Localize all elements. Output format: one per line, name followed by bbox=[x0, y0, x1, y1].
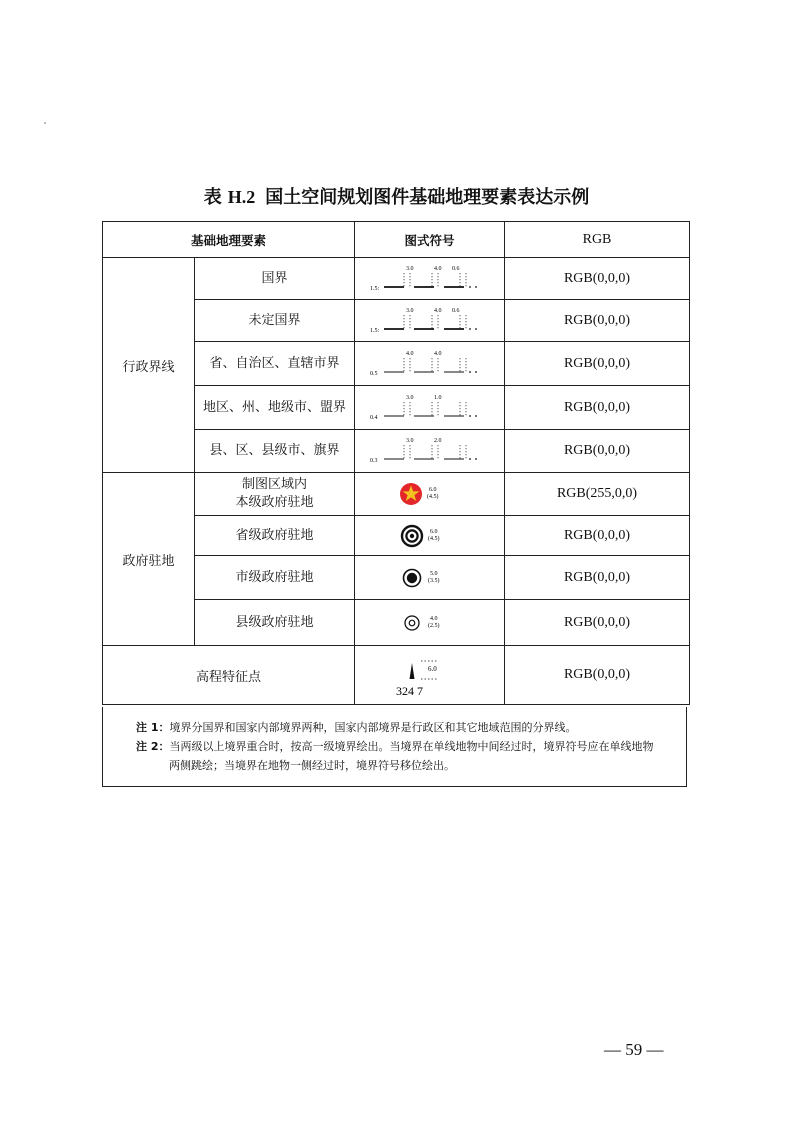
small-symbol bbox=[400, 608, 460, 638]
boundary-dot bbox=[469, 415, 471, 417]
small-ring bbox=[405, 616, 419, 630]
symbol-cell bbox=[355, 646, 505, 705]
note-1-label: 注 1： bbox=[136, 721, 170, 734]
note-2-continued: 两侧跳绘；当境界在地物一侧经过时，境界符号移位绘出。 bbox=[169, 759, 455, 772]
title-text: 国土空间规划图件基础地理要素表达示例 bbox=[265, 187, 590, 208]
spot-height-value: 324 7 bbox=[395, 684, 423, 698]
star-size-label: 6.0 bbox=[428, 487, 437, 493]
element-name: 省级政府驻地 bbox=[195, 516, 355, 556]
group-spot-height: 高程特征点 bbox=[103, 646, 355, 705]
dim-label-1: 4.0 bbox=[405, 350, 414, 357]
dim-label-3: 0.6 bbox=[451, 307, 460, 314]
star-size2-label: (4.5) bbox=[426, 494, 439, 500]
element-name: 国界 bbox=[195, 258, 355, 300]
element-name: 地区、州、地级市、盟界 bbox=[195, 386, 355, 430]
boundary-dot bbox=[469, 371, 471, 373]
dim-label-2: 1.0 bbox=[433, 394, 442, 401]
symbol-cell bbox=[355, 300, 505, 342]
small-size2-label: (2.5) bbox=[427, 622, 440, 629]
dim-label-1: 3.0 bbox=[405, 394, 414, 401]
boundary-dot bbox=[469, 286, 471, 288]
dim-label-2: 2.0 bbox=[433, 438, 442, 444]
group-boundaries: 行政界线 bbox=[103, 258, 195, 473]
table-title bbox=[0, 183, 793, 209]
boundary-symbol bbox=[370, 305, 490, 337]
boundary-dot bbox=[475, 415, 477, 417]
symbol-cell bbox=[355, 473, 505, 516]
boundary-symbol bbox=[370, 348, 490, 380]
dot-size-label: 5.0 bbox=[429, 570, 438, 577]
table-row bbox=[103, 646, 690, 705]
boundary-symbol bbox=[370, 392, 490, 424]
dim-label-2: 4.0 bbox=[433, 307, 442, 314]
dot-symbol bbox=[400, 563, 460, 593]
element-name: 市级政府驻地 bbox=[195, 556, 355, 600]
header-rgb: RGB bbox=[505, 222, 690, 258]
symbol-cell bbox=[355, 342, 505, 386]
dot-size2-label: (3.5) bbox=[427, 577, 440, 584]
boundary-dot bbox=[469, 458, 471, 460]
boundary-symbol bbox=[370, 263, 490, 295]
element-name-line1: 制图区域内 bbox=[242, 477, 308, 492]
star-symbol bbox=[395, 478, 465, 510]
dim-label-1: 3.0 bbox=[405, 438, 414, 444]
element-name bbox=[195, 473, 355, 516]
rgb-value: RGB(0,0,0) bbox=[505, 258, 690, 300]
line-width-label: 0.5 bbox=[369, 370, 378, 377]
rings-size2-label: (4.5) bbox=[427, 535, 440, 542]
note-2-text: 当两级以上境界重合时，按高一级境界绘出。当境界在单线地物中间经过时，境界符号应在单线地物 bbox=[169, 740, 654, 753]
rings-size-label: 6.0 bbox=[429, 528, 438, 535]
rings-symbol bbox=[400, 521, 460, 551]
rgb-value: RGB(0,0,0) bbox=[505, 430, 690, 473]
dot-center bbox=[406, 572, 416, 582]
element-name: 省、自治区、直辖市界 bbox=[195, 342, 355, 386]
dim-label-2: 4.0 bbox=[433, 265, 442, 272]
boundary-dot bbox=[469, 328, 471, 330]
dim-label-1: 3.0 bbox=[405, 265, 414, 272]
line-width-label: 1.5: bbox=[369, 327, 379, 334]
rgb-value: RGB(0,0,0) bbox=[505, 646, 690, 705]
symbol-cell bbox=[355, 556, 505, 600]
note-1-text: 境界分国界和国家内部境界两种，国家内部境界是行政区和其它地域范围的分界线。 bbox=[169, 721, 577, 734]
line-width-label: 0.4 bbox=[369, 414, 378, 421]
rgb-value: RGB(255,0,0) bbox=[505, 473, 690, 516]
small-inner bbox=[409, 620, 415, 626]
element-name: 县级政府驻地 bbox=[195, 600, 355, 646]
table-row bbox=[103, 258, 690, 300]
header-symbol: 图式符号 bbox=[355, 222, 505, 258]
small-size-label: 4.0 bbox=[429, 615, 438, 622]
header-element: 基础地理要素 bbox=[103, 222, 355, 258]
table-notes bbox=[102, 707, 687, 787]
element-name-line2: 本级政府驻地 bbox=[235, 495, 314, 510]
header-row bbox=[103, 222, 690, 258]
element-name: 未定国界 bbox=[195, 300, 355, 342]
spot-height-size-label: 6.0 bbox=[427, 665, 437, 673]
title-label: 表 bbox=[203, 187, 222, 208]
rgb-value: RGB(0,0,0) bbox=[505, 516, 690, 556]
page-number: — 59 — bbox=[604, 1040, 664, 1059]
dim-label-2: 4.0 bbox=[433, 350, 442, 357]
rgb-value: RGB(0,0,0) bbox=[505, 556, 690, 600]
boundary-dot bbox=[475, 286, 477, 288]
line-width-label: 1.5: bbox=[369, 285, 379, 292]
symbol-cell bbox=[355, 600, 505, 646]
elements-table bbox=[102, 221, 690, 705]
rgb-value: RGB(0,0,0) bbox=[505, 342, 690, 386]
note-2 bbox=[136, 738, 682, 755]
scan-speck bbox=[44, 122, 46, 124]
boundary-dot bbox=[475, 458, 477, 460]
dim-label-1: 3.0 bbox=[405, 307, 414, 314]
line-width-label: 0.3 bbox=[369, 458, 378, 464]
group-government: 政府驻地 bbox=[103, 473, 195, 646]
boundary-symbol bbox=[370, 435, 490, 467]
boundary-dot bbox=[475, 328, 477, 330]
boundary-dot bbox=[475, 371, 477, 373]
note-2-label: 注 2： bbox=[136, 740, 170, 753]
rgb-value: RGB(0,0,0) bbox=[505, 386, 690, 430]
rgb-value: RGB(0,0,0) bbox=[505, 600, 690, 646]
element-name: 县、区、县级市、旗界 bbox=[195, 430, 355, 473]
symbol-cell bbox=[355, 430, 505, 473]
symbol-cell bbox=[355, 516, 505, 556]
spot-height-symbol bbox=[390, 649, 470, 701]
symbol-cell bbox=[355, 386, 505, 430]
rgb-value: RGB(0,0,0) bbox=[505, 300, 690, 342]
dim-label-3: 0.6 bbox=[451, 265, 460, 272]
note-1 bbox=[136, 719, 576, 736]
table-row bbox=[103, 473, 690, 516]
ring-center bbox=[409, 533, 413, 537]
spot-height-icon bbox=[409, 663, 414, 679]
symbol-cell bbox=[355, 258, 505, 300]
title-number: H.2 bbox=[227, 187, 256, 207]
